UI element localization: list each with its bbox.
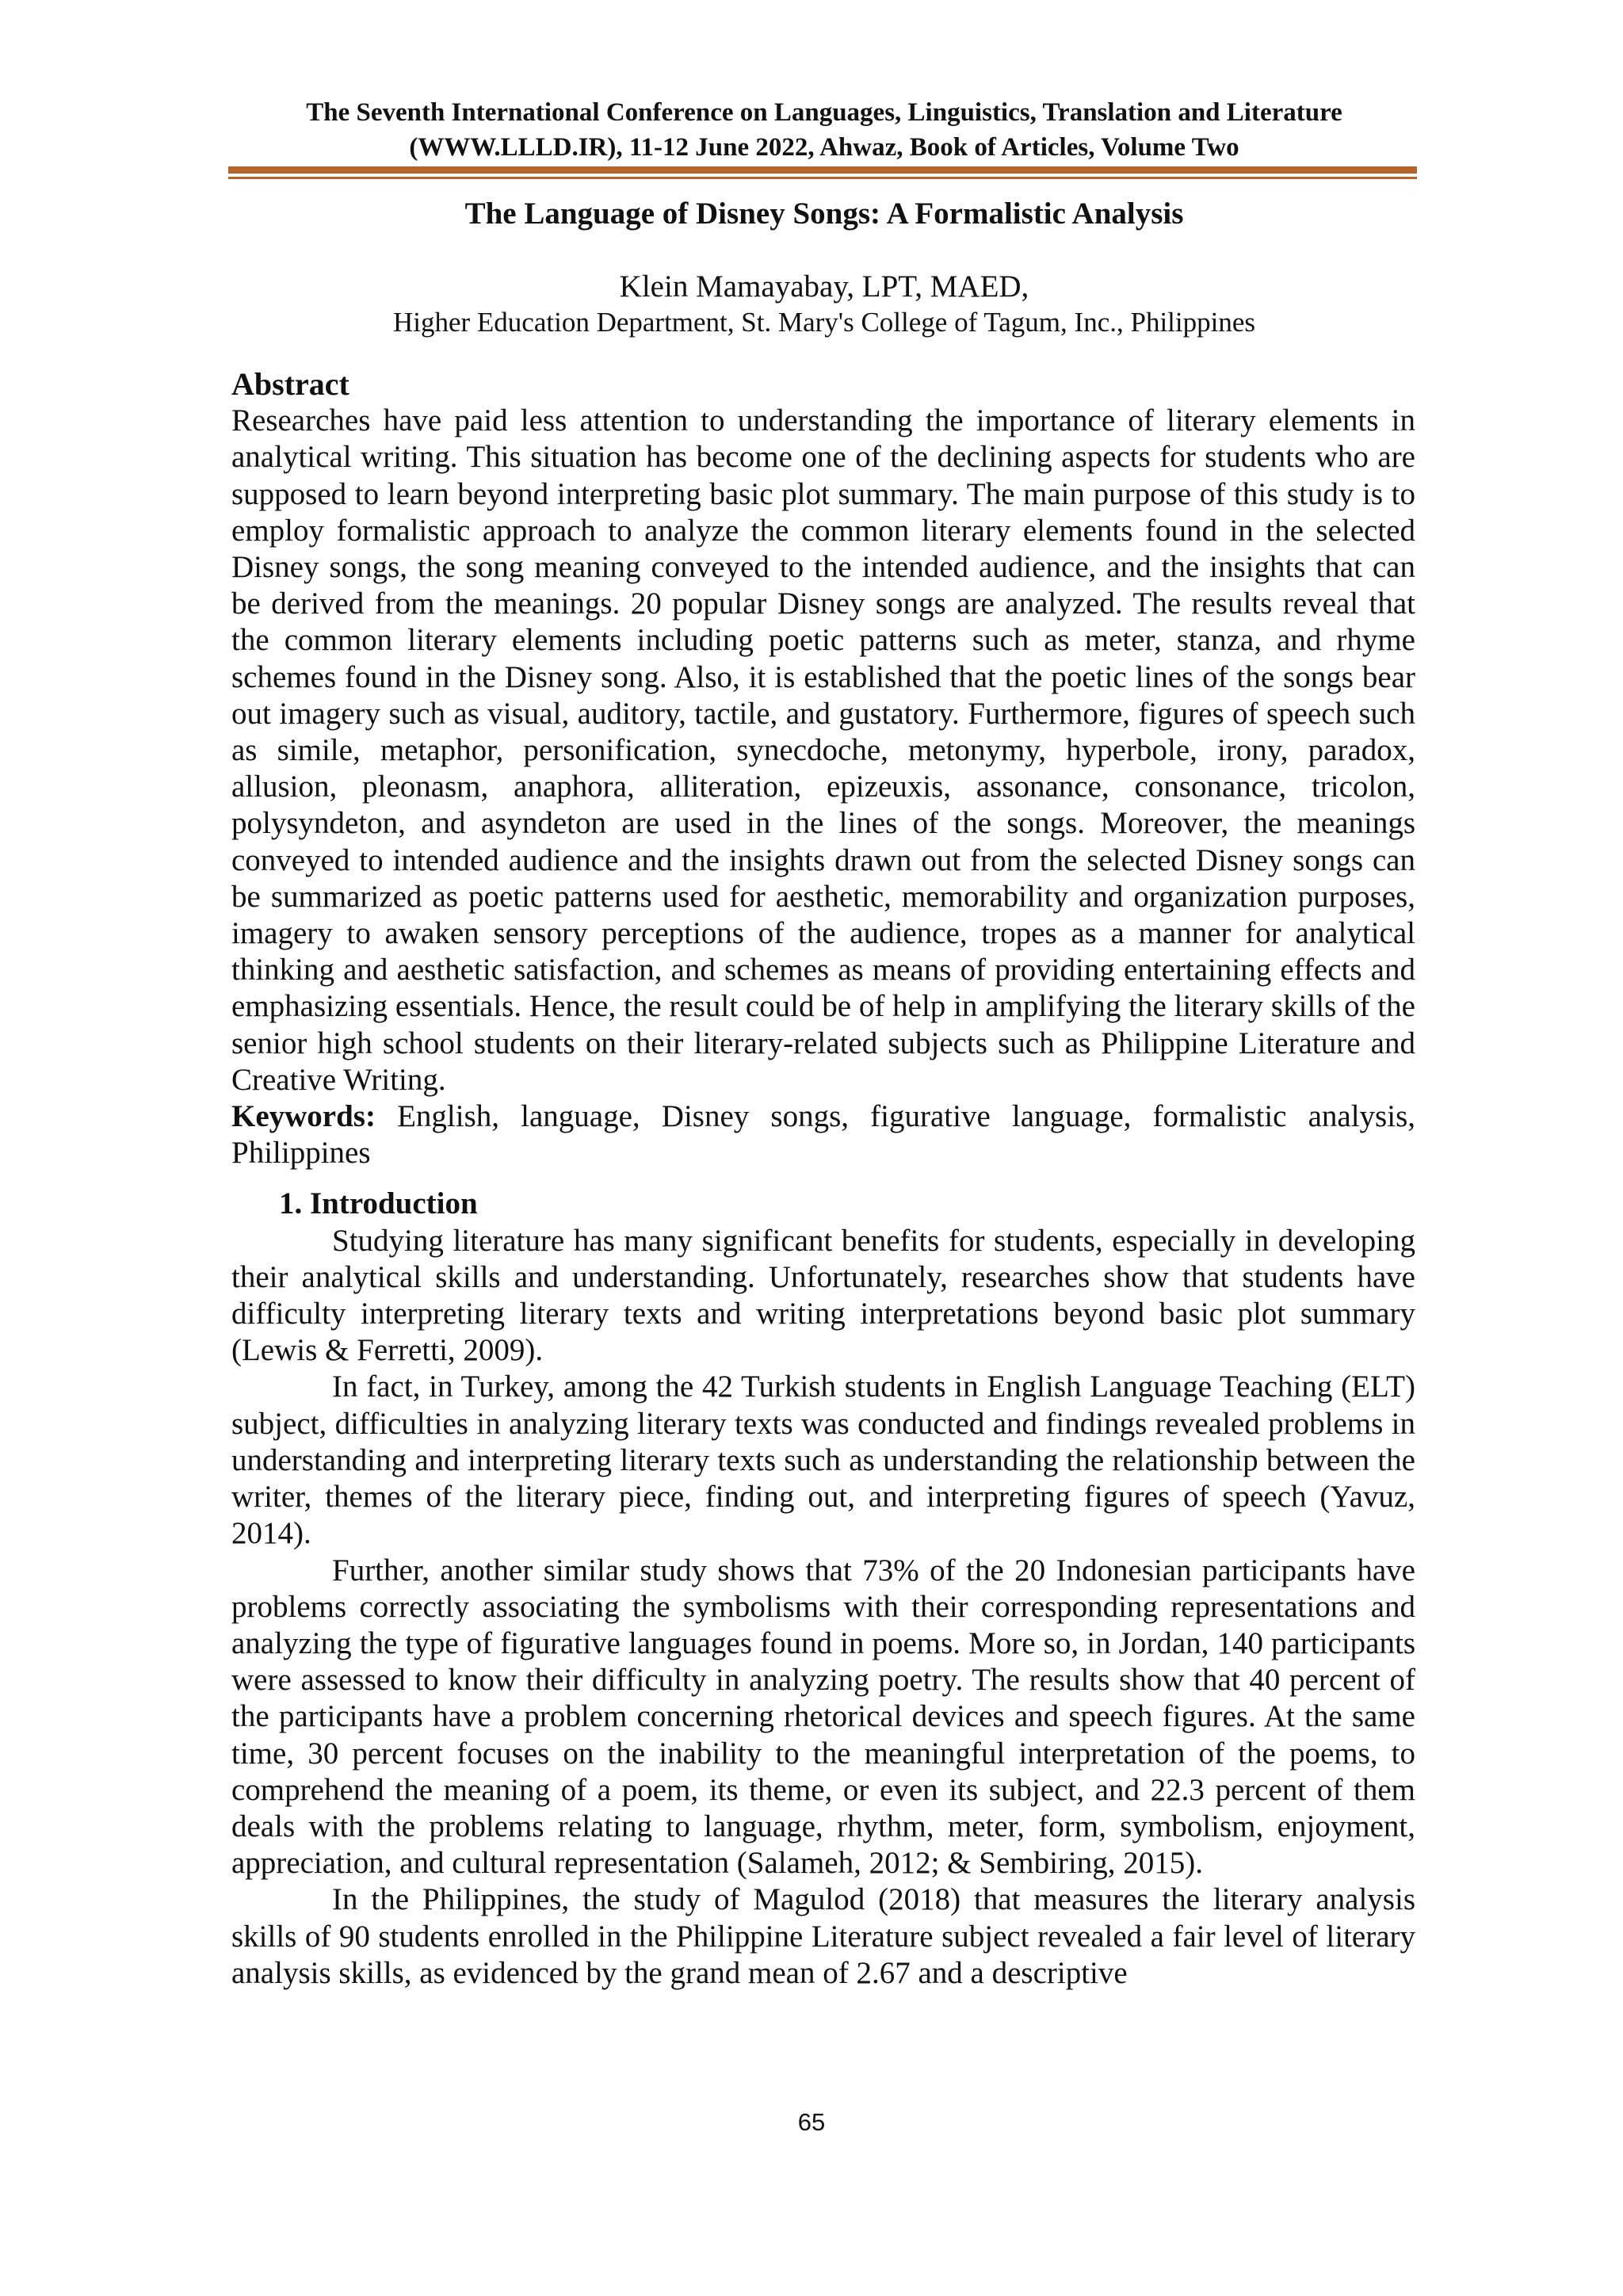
- introduction-heading: 1. Introduction: [279, 1186, 478, 1221]
- page-number: 65: [797, 2108, 826, 2136]
- author-affiliation: Higher Education Department, St. Mary's College of Tagum, Inc., Philippines: [392, 307, 1255, 338]
- keywords-list: English, language, Disney songs, figurative language, formalistic analysis, Philippines: [231, 1099, 1415, 1171]
- conference-header: [230, 95, 1419, 165]
- conference-header-line-2: (WWW.LLLD.IR), 11-12 June 2022, Ahwaz, Book of Articles, Volume Two: [409, 133, 1239, 162]
- header-rule-thin: [228, 177, 1417, 179]
- abstract-heading: Abstract: [231, 366, 349, 402]
- article-body: [231, 366, 1415, 1992]
- keywords: [231, 1098, 1415, 1171]
- conference-header-line-1: The Seventh International Conference on Languages, Linguistics, Translation and Literature: [306, 98, 1342, 127]
- abstract-text: Researches have paid less attention to understanding the importance of literary elements in analytical writing. This situation has become one of the declining aspects for students who are supposed to learn beyond interpreting basic plot summary. The main purpose of this study is to employ formalistic approach to analyze the common literary elements found in the selected Disney songs, the song meaning conveyed to the intended audience, and the insights that can be derived from the meanings. 20 popular Disney songs are analyzed. The results reveal that the common literary elements including poetic patterns such as meter, stanza, and rhyme schemes found in the Disney song. Also, it is established that the poetic lines of the songs bear out imagery such as visual, auditory, tactile, and gustatory. Furthermore, figures of speech such as simile, metaphor, personification, synecdoche, metonymy, hyperbole, irony, paradox, allusion, pleonasm, anaphora, alliteration, epizeuxis, assonance, consonance, tricolon, polysyndeton, and asyndeton are used in the lines of the songs. Moreover, the meanings conveyed to intended audience and the insights drawn out from the selected Disney songs can be summarized as poetic patterns used for aesthetic, memorability and organization purposes, imagery to awaken sensory perceptions of the audience, tropes as a manner for analytical thinking and aesthetic satisfaction, and schemes as means of providing entertaining effects and emphasizing essentials. Hence, the result could be of help in amplifying the literary skills of the senior high school students on their literary-related subjects such as Philippine Literature and Creative Writing.: [231, 403, 1415, 1097]
- author-name: Klein Mamayabay, LPT, MAED,: [619, 269, 1029, 304]
- introduction-paragraph-2: In fact, in Turkey, among the 42 Turkish students in English Language Teaching (ELT) subject, difficulties in analyzing literary texts was conducted and findings revealed problems in understanding and interpreting literary texts such as understanding the relationship between the writer, themes of the literary piece, finding out, and interpreting figures of speech (Yavuz, 2014).: [231, 1370, 1415, 1551]
- article-title: The Language of Disney Songs: A Formalistic Analysis: [464, 197, 1184, 231]
- introduction-paragraph-3: Further, another similar study shows that 73% of the 20 Indonesian participants have problems correctly associating the symbolisms with their corresponding representations and analyzing the type of figurative languages found in poems. More so, in Jordan, 140 participants were assessed to know their difficulty in analyzing poetry. The results show that 40 percent of the participants have a problem concerning rhetorical devices and speech figures. At the same time, 30 percent focuses on the inability to the meaningful interpretation of the poems, to comprehend the meaning of a poem, its theme, or even its subject, and 22.3 percent of them deals with the problems relating to language, rhythm, meter, form, symbolism, enjoyment, appreciation, and cultural representation (Salameh, 2012; & Sembiring, 2015).: [231, 1553, 1415, 1881]
- keywords-label: Keywords:: [231, 1099, 376, 1134]
- header-rule-thick: [228, 166, 1417, 174]
- introduction-paragraph-4: In the Philippines, the study of Magulod (2018) that measures the literary analysis skills of 90 students enrolled in the Philippine Literature subject revealed a fair level of literary analysis skills, as evidenced by the grand mean of 2.67 and a descriptive: [231, 1882, 1415, 1990]
- introduction-paragraph-1: Studying literature has many significant benefits for students, especially in developing their analytical skills and understanding. Unfortunately, researches show that students have difficulty interpreting literary texts and writing interpretations beyond basic plot summary (Lewis & Ferretti, 2009).: [231, 1223, 1415, 1368]
